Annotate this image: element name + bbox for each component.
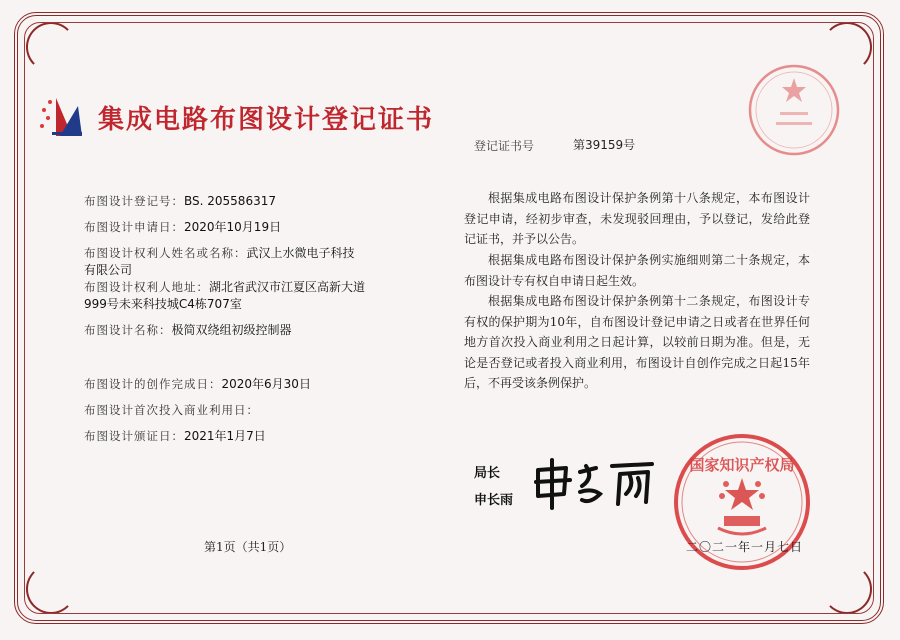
- director-title: 局长: [474, 466, 501, 481]
- issue-date: 二〇二一年一月七日: [686, 540, 804, 554]
- field-value: BS. 205586317: [184, 194, 276, 208]
- field-application-date: [84, 219, 281, 236]
- field-label: 布图设计颁证日：: [84, 429, 184, 443]
- registration-seal-icon: [746, 62, 842, 158]
- field-label: 布图设计权利人地址：: [84, 280, 209, 294]
- field-label: 布图设计首次投入商业利用日：: [84, 403, 259, 417]
- legal-paragraph: 根据集成电路布图设计保护条例实施细则第二十条规定，本布图设计专有权自申请日起生效。: [464, 253, 810, 288]
- field-value: 2020年6月30日: [221, 377, 311, 391]
- field-value: 极简双绕组初级控制器: [171, 323, 292, 337]
- field-value: 湖北省武汉市江夏区高新大道999号未来科技城C4栋707室: [84, 280, 366, 311]
- page-number: 第1页（共1页）: [204, 540, 292, 554]
- field-value: 武汉上水微电子科技有限公司: [84, 246, 355, 277]
- field-first-commercial-date: [84, 402, 259, 419]
- handwritten-signature-icon: [530, 456, 660, 512]
- field-value: 2021年1月7日: [184, 429, 266, 443]
- legal-paragraph: 根据集成电路布图设计保护条例第十二条规定，布图设计专有权的保护期为10年，自布图设计登记申请之日或者在世界任何地方首次投入商业利用之日起计算，以较前日期为准。但是，无论是否登记或者投入商业利用，布图设计自创作完成之日起15年后，不再受该条例保护。: [464, 294, 810, 390]
- seal-text: 国家知识产权局: [689, 456, 795, 474]
- field-label: 布图设计登记号：: [84, 194, 184, 208]
- cert-number-label: 登记证书号: [474, 139, 535, 153]
- cert-number-value: 第39159号: [573, 138, 636, 152]
- field-registration-no: [84, 193, 276, 210]
- ic-layout-logo-icon: [38, 92, 84, 138]
- field-creation-date: [84, 376, 311, 393]
- field-owner-address: [84, 279, 366, 313]
- field-issue-date: [84, 428, 266, 445]
- field-owner-name: [84, 245, 366, 279]
- certificate-title: 集成电路布图设计登记证书: [98, 105, 435, 135]
- field-label: 布图设计的创作完成日：: [84, 377, 222, 391]
- director-name: 申长雨: [474, 493, 514, 508]
- field-value: 2020年10月19日: [184, 220, 282, 234]
- field-label: 布图设计名称：: [84, 323, 172, 337]
- field-label: 布图设计申请日：: [84, 220, 184, 234]
- field-label: 布图设计权利人姓名或名称：: [84, 246, 247, 260]
- field-design-name: [84, 322, 292, 339]
- legal-paragraph: 根据集成电路布图设计保护条例第十八条规定，本布图设计登记申请，经初步审查，未发现驳回理由，予以登记，发给此登记证书，并予以公告。: [464, 191, 810, 246]
